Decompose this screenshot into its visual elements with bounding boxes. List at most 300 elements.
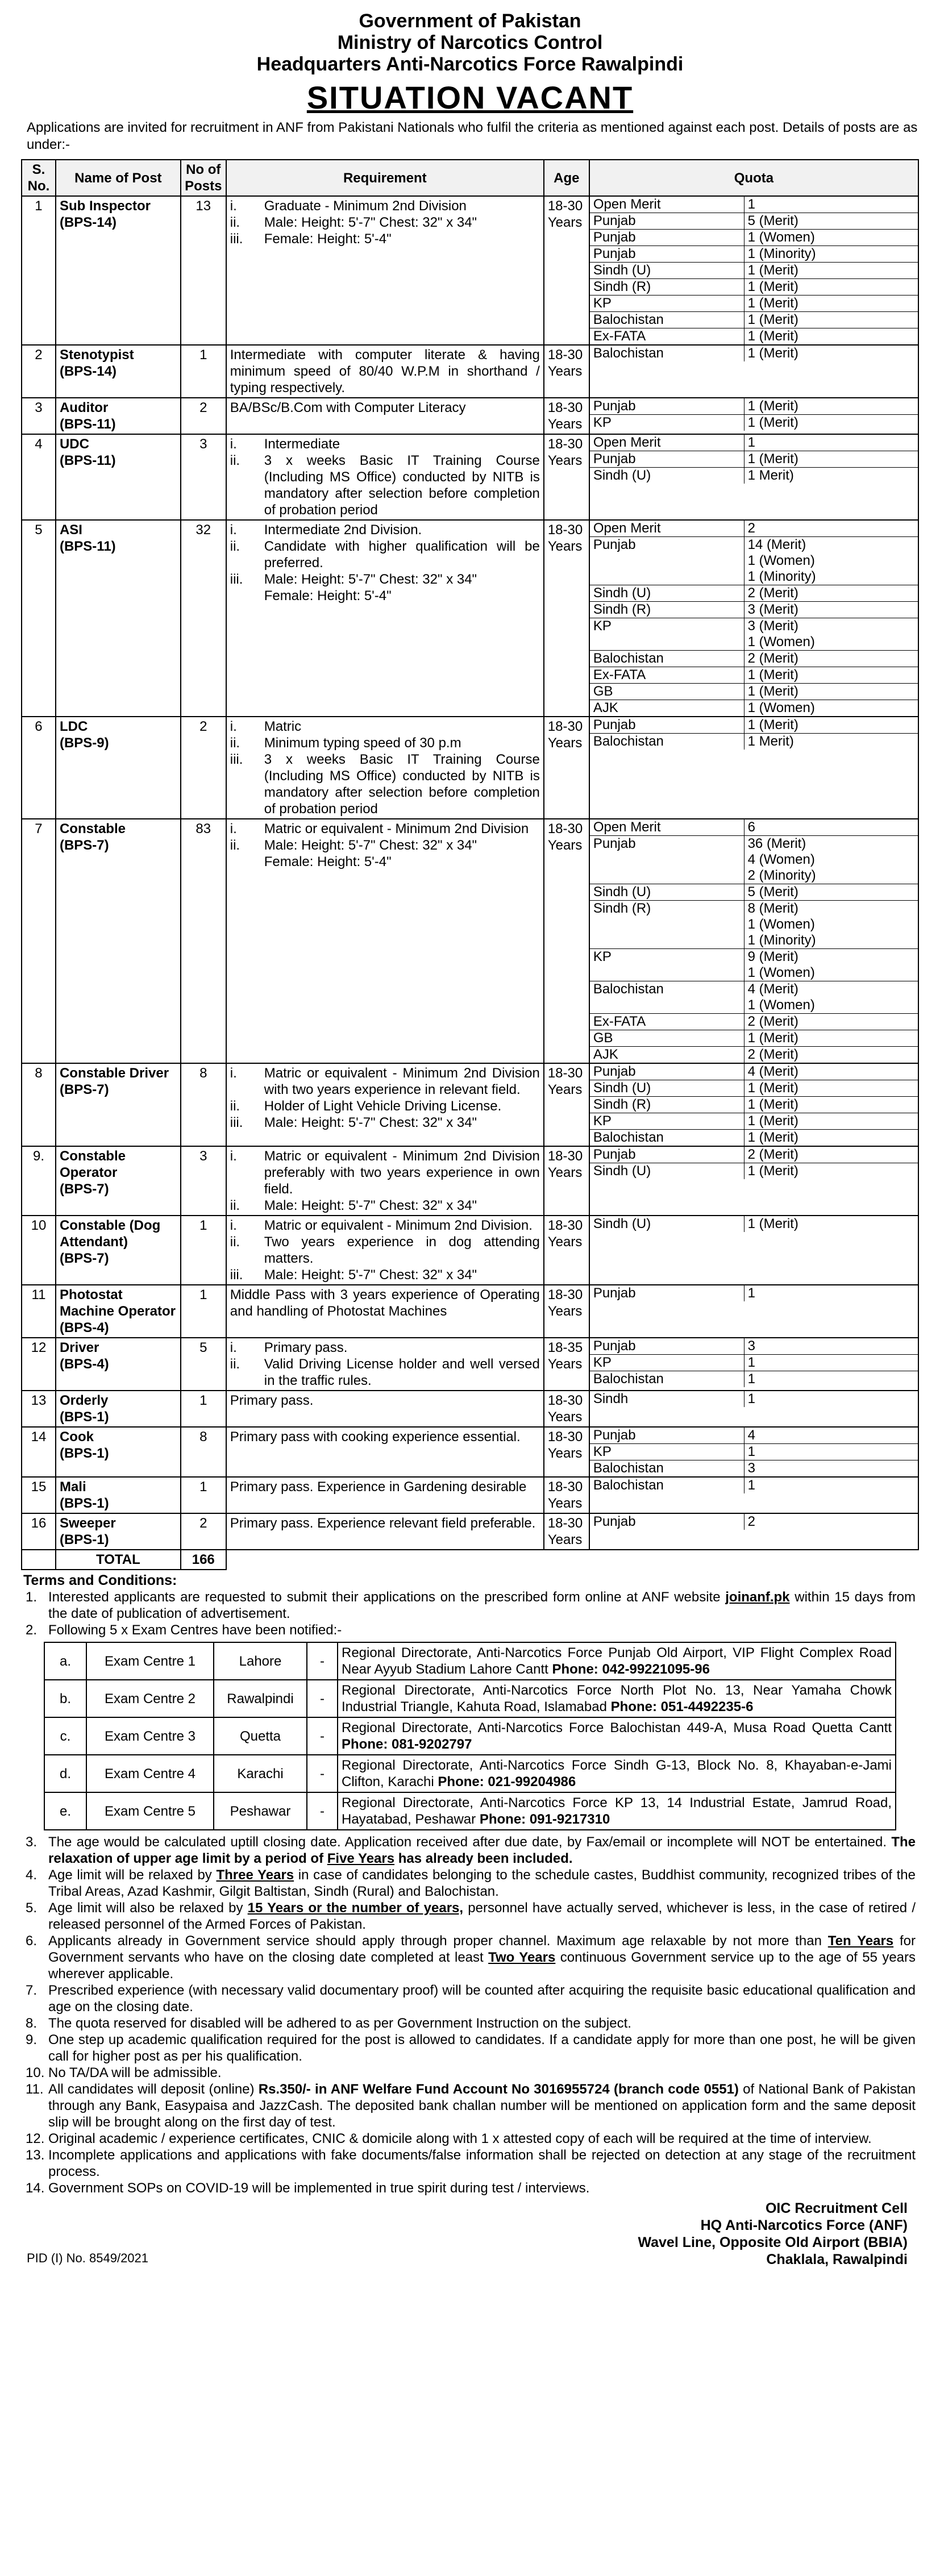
term-number: 6. bbox=[26, 1933, 38, 1949]
requirement-list bbox=[230, 1148, 540, 1214]
requirement-number: i. bbox=[230, 522, 237, 538]
quota-row bbox=[590, 537, 918, 585]
term-number: 2. bbox=[26, 1622, 38, 1638]
quota-row bbox=[590, 1444, 918, 1460]
requirement-number: ii. bbox=[230, 838, 240, 853]
quota-value: 1 bbox=[744, 1285, 918, 1301]
post-sno: 13 bbox=[22, 1391, 56, 1427]
requirement-item bbox=[230, 718, 540, 735]
post-name: Sweeper bbox=[59, 1516, 116, 1531]
post-sno: 14 bbox=[22, 1427, 56, 1477]
requirement-number: ii. bbox=[230, 1356, 240, 1372]
requirement-text: 3 x weeks Basic IT Training Course (Including MS Office) conducted by NITB is mandatory after selection before completion of probation period bbox=[264, 752, 540, 817]
quota-area: Open Merit bbox=[590, 819, 744, 836]
quota-row bbox=[590, 1338, 918, 1355]
centre-address: Regional Directorate, Anti-Narcotics Force Punjab Old Airport, VIP Flight Complex Road Near Ayyub Stadium Lahore Cantt bbox=[342, 1645, 892, 1677]
quota-table bbox=[590, 197, 918, 344]
post-age: 18-30 Years bbox=[544, 1063, 589, 1146]
term-number: 3. bbox=[26, 1834, 38, 1850]
quota-row bbox=[590, 1514, 918, 1530]
quota-row bbox=[590, 585, 918, 602]
post-name: Constable bbox=[59, 821, 126, 837]
post-bps: (BPS-11) bbox=[59, 417, 116, 432]
requirement-text: Intermediate bbox=[264, 436, 340, 452]
quota-table bbox=[590, 1478, 918, 1493]
term-10-text: No TA/DA will be admissible. bbox=[48, 2065, 222, 2080]
quota-area: KP bbox=[590, 949, 744, 981]
quota-value: 1 (Merit) bbox=[744, 667, 918, 684]
post-age: 18-30 Years bbox=[544, 1427, 589, 1477]
post-name-cell bbox=[56, 345, 181, 398]
quota-table bbox=[590, 1064, 918, 1146]
quota-area: Sindh (U) bbox=[590, 1080, 744, 1097]
quota-row bbox=[590, 1147, 918, 1163]
centre-name: Exam Centre 1 bbox=[86, 1642, 214, 1680]
requirement-text: Matric bbox=[264, 719, 302, 734]
post-bps: (BPS-1) bbox=[59, 1532, 109, 1547]
quota-value: 1 bbox=[744, 1371, 918, 1388]
quota-value: 1 (Merit) bbox=[744, 263, 918, 279]
post-count: 1 bbox=[181, 1216, 226, 1285]
quota-row bbox=[590, 468, 918, 484]
term-number: 12. bbox=[26, 2131, 45, 2146]
quota-table bbox=[590, 521, 918, 716]
quota-area: Ex-FATA bbox=[590, 1014, 744, 1030]
requirement-text: Primary pass. Experience relevant field preferable. bbox=[230, 1516, 536, 1531]
requirement-list bbox=[230, 522, 540, 604]
quota-table bbox=[590, 1514, 918, 1530]
quota-area: Punjab bbox=[590, 836, 744, 884]
centre-name: Exam Centre 3 bbox=[86, 1717, 214, 1755]
post-row bbox=[22, 1477, 918, 1513]
quota-row bbox=[590, 213, 918, 230]
term-6-ten-years: Ten Years bbox=[827, 1933, 894, 1949]
centre-city: Rawalpindi bbox=[214, 1680, 307, 1717]
centre-phone-label: Phone: bbox=[479, 1812, 526, 1827]
post-name: Mali bbox=[59, 1479, 86, 1495]
requirement-text: Two years experience in dog attending matters. bbox=[264, 1234, 540, 1266]
quota-row bbox=[590, 415, 918, 431]
centre-letter: c. bbox=[44, 1717, 86, 1755]
quota-area: Punjab bbox=[590, 398, 744, 415]
post-name: Photostat Machine Operator bbox=[59, 1287, 176, 1319]
centre-dash: - bbox=[307, 1717, 338, 1755]
post-age: 18-30 Years bbox=[544, 1513, 589, 1550]
requirement-item bbox=[230, 1114, 540, 1131]
signature-line-1: OIC Recruitment Cell bbox=[765, 2200, 908, 2216]
term-10 bbox=[26, 2065, 919, 2081]
term-1 bbox=[26, 1589, 919, 1622]
quota-value: 1 (Minority) bbox=[744, 246, 918, 263]
post-count: 83 bbox=[181, 819, 226, 1063]
centre-city: Lahore bbox=[214, 1642, 307, 1680]
quota-area: Sindh (U) bbox=[590, 585, 744, 602]
post-name: UDC bbox=[59, 436, 89, 452]
quota-area: Balochistan bbox=[590, 312, 744, 328]
quota-value: 2 bbox=[744, 1514, 918, 1530]
quota-area: Punjab bbox=[590, 1147, 744, 1163]
post-count: 8 bbox=[181, 1427, 226, 1477]
quota-value: 8 (Merit) 1 (Women) 1 (Minority) bbox=[744, 901, 918, 949]
requirement-item bbox=[230, 854, 540, 870]
requirement-text: Female: Height: 5'-4" bbox=[264, 231, 392, 247]
post-bps: (BPS-11) bbox=[59, 453, 116, 468]
requirement-number: ii. bbox=[230, 215, 240, 230]
term-6-a: Applicants already in Government service should apply through proper channel. Maximum age relaxable by not more than bbox=[48, 1933, 822, 1949]
post-age: 18-35 Years bbox=[544, 1338, 589, 1391]
quota-value: 1 (Merit) bbox=[744, 346, 918, 361]
requirement-item bbox=[230, 1339, 540, 1356]
post-name-cell bbox=[56, 1391, 181, 1427]
post-age: 18-30 Years bbox=[544, 819, 589, 1063]
requirement-text: Male: Height: 5'-7" Chest: 32" x 34" bbox=[264, 1198, 477, 1213]
post-name-cell bbox=[56, 1427, 181, 1477]
post-bps: (BPS-7) bbox=[59, 838, 109, 853]
post-quota-cell bbox=[589, 1427, 918, 1477]
signature-line-3: Wavel Line, Opposite Old Airport (BBIA) bbox=[638, 2234, 908, 2250]
requirement-number: iii. bbox=[230, 572, 243, 587]
post-sno: 16 bbox=[22, 1513, 56, 1550]
post-name: Constable (Dog Attendant) bbox=[59, 1218, 161, 1250]
post-name: Constable Driver bbox=[59, 1066, 169, 1081]
requirement-number: iii. bbox=[230, 231, 243, 247]
requirement-item bbox=[230, 452, 540, 518]
post-requirement bbox=[226, 1338, 544, 1391]
quota-value: 1 (Merit) bbox=[744, 451, 918, 468]
term-6-two-years: Two Years bbox=[488, 1950, 556, 1965]
post-count: 5 bbox=[181, 1338, 226, 1391]
centre-city: Peshawar bbox=[214, 1792, 307, 1830]
term-7 bbox=[26, 1982, 919, 2015]
requirement-number: i. bbox=[230, 821, 237, 837]
post-bps: (BPS-1) bbox=[59, 1446, 109, 1461]
quota-value: 1 (Merit) bbox=[744, 1216, 918, 1232]
quota-value: 1 (Merit) bbox=[744, 398, 918, 415]
post-requirement bbox=[226, 196, 544, 345]
requirement-item bbox=[230, 837, 540, 854]
post-requirement bbox=[226, 1063, 544, 1146]
requirement-text: Minimum typing speed of 30 p.m bbox=[264, 735, 461, 751]
post-age: 18-30 Years bbox=[544, 1146, 589, 1216]
post-requirement bbox=[226, 520, 544, 717]
quota-value: 1 (Merit) bbox=[744, 1163, 918, 1180]
quota-row bbox=[590, 1064, 918, 1080]
post-requirement bbox=[226, 434, 544, 520]
term-6-b: for Government servants who have on the closing date completed at least bbox=[48, 1933, 916, 1965]
quota-area: Sindh (U) bbox=[590, 468, 744, 484]
quota-row bbox=[590, 901, 918, 949]
quota-value: 4 (Merit) 1 (Women) bbox=[744, 981, 918, 1014]
exam-centre-row bbox=[44, 1755, 896, 1792]
requirement-item bbox=[230, 214, 540, 231]
post-sno: 9. bbox=[22, 1146, 56, 1216]
post-name: Auditor bbox=[59, 400, 109, 415]
post-sno: 5 bbox=[22, 520, 56, 717]
term-14 bbox=[26, 2180, 919, 2196]
quota-area: Balochistan bbox=[590, 1130, 744, 1146]
quota-value: 9 (Merit) 1 (Women) bbox=[744, 949, 918, 981]
term-number: 7. bbox=[26, 1983, 38, 1998]
quota-row bbox=[590, 328, 918, 345]
post-requirement bbox=[226, 1216, 544, 1285]
term-9 bbox=[26, 2032, 919, 2065]
requirement-item bbox=[230, 1356, 540, 1389]
requirement-item bbox=[230, 436, 540, 452]
requirement-item bbox=[230, 735, 540, 751]
post-requirement bbox=[226, 1513, 544, 1550]
signature-line-2: HQ Anti-Narcotics Force (ANF) bbox=[700, 2217, 908, 2233]
post-row bbox=[22, 1285, 918, 1338]
post-bps: (BPS-11) bbox=[59, 539, 116, 554]
centre-dash: - bbox=[307, 1792, 338, 1830]
quota-row bbox=[590, 602, 918, 618]
quota-value: 4 bbox=[744, 1428, 918, 1444]
quota-row bbox=[590, 1460, 918, 1477]
post-quota-cell bbox=[589, 1338, 918, 1391]
quota-value: 1 (Merit) bbox=[744, 328, 918, 345]
centre-phone: 042-99221095-96 bbox=[602, 1662, 710, 1677]
requirement-item bbox=[230, 522, 540, 538]
terms-list bbox=[21, 1589, 919, 2196]
quota-area: Sindh (R) bbox=[590, 1097, 744, 1113]
requirement-text: 3 x weeks Basic IT Training Course (Including MS Office) conducted by NITB is mandatory after selection before completion of probation period bbox=[264, 453, 540, 518]
centre-address: Regional Directorate, Anti-Narcotics Force KP 13, 14 Industrial Estate, Jamrud Road, Hayatabad, Peshawar bbox=[342, 1795, 892, 1827]
term-3 bbox=[26, 1834, 919, 1867]
quota-value: 1 bbox=[744, 1391, 918, 1407]
quota-value: 3 (Merit) bbox=[744, 602, 918, 618]
post-name-cell bbox=[56, 717, 181, 819]
post-name-cell bbox=[56, 1216, 181, 1285]
centre-address-cell bbox=[338, 1755, 896, 1792]
post-age: 18-30 Years bbox=[544, 520, 589, 717]
quota-area: Ex-FATA bbox=[590, 667, 744, 684]
post-count: 2 bbox=[181, 717, 226, 819]
post-name-cell bbox=[56, 1338, 181, 1391]
post-quota-cell bbox=[589, 1391, 918, 1427]
post-bps: (BPS-1) bbox=[59, 1409, 109, 1425]
total-value: 166 bbox=[181, 1550, 226, 1570]
requirement-text: Male: Height: 5'-7" Chest: 32" x 34" bbox=[264, 838, 477, 853]
quota-row bbox=[590, 1163, 918, 1180]
post-sno: 6 bbox=[22, 717, 56, 819]
requirement-number: ii. bbox=[230, 1098, 240, 1114]
post-sno: 10 bbox=[22, 1216, 56, 1285]
website-link[interactable]: joinanf.pk bbox=[725, 1589, 790, 1605]
post-sno: 12 bbox=[22, 1338, 56, 1391]
quota-table bbox=[590, 398, 918, 431]
signature-block bbox=[21, 2200, 919, 2268]
centre-address-cell bbox=[338, 1717, 896, 1755]
quota-row bbox=[590, 1113, 918, 1130]
quota-row bbox=[590, 1478, 918, 1493]
quota-value: 1 Merit) bbox=[744, 734, 918, 750]
requirement-number: ii. bbox=[230, 453, 240, 468]
quota-value: 1 (Merit) bbox=[744, 296, 918, 312]
col-requirement: Requirement bbox=[226, 160, 544, 196]
post-count: 1 bbox=[181, 345, 226, 398]
requirement-item bbox=[230, 1197, 540, 1214]
centre-phone-label: Phone: bbox=[610, 1699, 657, 1714]
col-sno: S. No. bbox=[22, 160, 56, 196]
quota-area: AJK bbox=[590, 700, 744, 717]
quota-area: Sindh (R) bbox=[590, 279, 744, 296]
quota-area: Sindh (U) bbox=[590, 884, 744, 901]
post-age: 18-30 Years bbox=[544, 398, 589, 434]
requirement-number: i. bbox=[230, 198, 237, 214]
post-name: Stenotypist bbox=[59, 347, 134, 363]
quota-row bbox=[590, 1285, 918, 1301]
term-number: 14. bbox=[26, 2180, 45, 2196]
post-name-cell bbox=[56, 398, 181, 434]
post-count: 13 bbox=[181, 196, 226, 345]
quota-value: 3 bbox=[744, 1460, 918, 1477]
post-row bbox=[22, 398, 918, 434]
term-1-text: Interested applicants are requested to submit their applications on the prescribed form online at ANF website bbox=[48, 1589, 721, 1605]
header-government: Government of Pakistan bbox=[359, 10, 581, 32]
term-3-five-years: Five Years bbox=[327, 1851, 395, 1866]
post-bps: (BPS-7) bbox=[59, 1082, 109, 1097]
posts-table bbox=[21, 159, 919, 1570]
centre-letter: b. bbox=[44, 1680, 86, 1717]
requirement-item bbox=[230, 571, 540, 588]
quota-row bbox=[590, 346, 918, 361]
post-name-cell bbox=[56, 819, 181, 1063]
post-age: 18-30 Years bbox=[544, 717, 589, 819]
quota-value: 1 bbox=[744, 435, 918, 451]
post-quota-cell bbox=[589, 196, 918, 345]
requirement-text: Middle Pass with 3 years experience of Operating and handling of Photostat Machines bbox=[230, 1287, 540, 1319]
quota-area: GB bbox=[590, 684, 744, 700]
quota-area: Ex-FATA bbox=[590, 328, 744, 345]
term-4 bbox=[26, 1867, 919, 1900]
quota-value: 3 bbox=[744, 1338, 918, 1355]
post-requirement bbox=[226, 1427, 544, 1477]
post-quota-cell bbox=[589, 1146, 918, 1216]
quota-row bbox=[590, 717, 918, 734]
post-quota-cell bbox=[589, 434, 918, 520]
term-number: 4. bbox=[26, 1867, 38, 1883]
col-post-name: Name of Post bbox=[56, 160, 181, 196]
term-11-bold: Rs.350/- in ANF Welfare Fund Account No 3016955724 (branch code 0551) bbox=[258, 2082, 739, 2097]
quota-row bbox=[590, 312, 918, 328]
post-count: 32 bbox=[181, 520, 226, 717]
term-2 bbox=[26, 1622, 919, 1638]
posts-table-header bbox=[22, 160, 918, 196]
term-1-rest: within 15 days from the date of publication of advertisement. bbox=[48, 1589, 916, 1621]
quota-area: Punjab bbox=[590, 213, 744, 230]
term-13 bbox=[26, 2147, 919, 2180]
quota-value: 2 (Merit) bbox=[744, 1014, 918, 1030]
quota-value: 2 (Merit) bbox=[744, 651, 918, 667]
requirement-text: Primary pass. Experience in Gardening desirable bbox=[230, 1479, 527, 1495]
quota-table bbox=[590, 346, 918, 361]
post-age: 18-30 Years bbox=[544, 434, 589, 520]
requirement-text: Candidate with higher qualification will be preferred. bbox=[264, 539, 540, 571]
requirement-number: i. bbox=[230, 719, 237, 734]
post-row bbox=[22, 1338, 918, 1391]
post-name-cell bbox=[56, 1477, 181, 1513]
quota-area: Punjab bbox=[590, 246, 744, 263]
quota-row bbox=[590, 197, 918, 213]
post-count: 3 bbox=[181, 434, 226, 520]
post-row bbox=[22, 1146, 918, 1216]
quota-area: Sindh (U) bbox=[590, 1163, 744, 1180]
post-row bbox=[22, 819, 918, 1063]
exam-centres-table bbox=[44, 1642, 896, 1830]
term-5-b: personnel have actually served, whichever is less, in the case of retired / released personnel of the Armed Forces of Pakistan. bbox=[48, 1900, 916, 1932]
post-requirement bbox=[226, 1477, 544, 1513]
advertisement-page bbox=[21, 0, 919, 2268]
quota-row bbox=[590, 949, 918, 981]
quota-row bbox=[590, 618, 918, 651]
quota-area: AJK bbox=[590, 1047, 744, 1063]
quota-value: 2 (Merit) bbox=[744, 585, 918, 602]
quota-row bbox=[590, 246, 918, 263]
quota-area: Balochistan bbox=[590, 981, 744, 1014]
post-sno: 8 bbox=[22, 1063, 56, 1146]
post-bps: (BPS-1) bbox=[59, 1496, 109, 1511]
quota-table bbox=[590, 1216, 918, 1232]
term-6-c: continuous Government service up to the age of 55 years wherever applicable. bbox=[48, 1950, 916, 1982]
post-row bbox=[22, 520, 918, 717]
centre-letter: d. bbox=[44, 1755, 86, 1792]
requirement-text: Primary pass with cooking experience essential. bbox=[230, 1429, 521, 1445]
post-row bbox=[22, 1216, 918, 1285]
quota-area: Sindh (R) bbox=[590, 901, 744, 949]
post-sno: 15 bbox=[22, 1477, 56, 1513]
requirement-list bbox=[230, 1217, 540, 1283]
centre-city: Karachi bbox=[214, 1755, 307, 1792]
quota-area: KP bbox=[590, 1113, 744, 1130]
term-4-three-years: Three Years bbox=[216, 1867, 294, 1883]
post-name-cell bbox=[56, 520, 181, 717]
post-sno: 1 bbox=[22, 196, 56, 345]
requirement-item bbox=[230, 231, 540, 247]
quota-value: 1 (Merit) bbox=[744, 1030, 918, 1047]
quota-area: Balochistan bbox=[590, 1478, 744, 1493]
quota-value: 5 (Merit) bbox=[744, 213, 918, 230]
term-number: 13. bbox=[26, 2148, 45, 2163]
col-quota: Quota bbox=[589, 160, 918, 196]
post-bps: (BPS-7) bbox=[59, 1181, 109, 1197]
post-sno: 4 bbox=[22, 434, 56, 520]
term-number: 5. bbox=[26, 1900, 38, 1916]
quota-value: 3 (Merit) 1 (Women) bbox=[744, 618, 918, 651]
centre-phone: 051-4492235-6 bbox=[660, 1699, 754, 1714]
quota-row bbox=[590, 1080, 918, 1097]
term-12-text: Original academic / experience certificates, CNIC & domicile along with 1 x attested copy of each will be required at the time of interview. bbox=[48, 2131, 872, 2146]
term-9-text: One step up academic qualification required for the post is allowed to candidates. If a candidate apply for more than one post, he will be given call for higher post as per his qualification. bbox=[48, 2032, 916, 2064]
quota-row bbox=[590, 684, 918, 700]
post-name: Sub Inspector bbox=[59, 198, 151, 214]
post-count: 3 bbox=[181, 1146, 226, 1216]
total-label: TOTAL bbox=[56, 1550, 181, 1570]
quota-value: 2 (Merit) bbox=[744, 1047, 918, 1063]
requirement-number: i. bbox=[230, 1148, 237, 1164]
post-quota-cell bbox=[589, 1513, 918, 1550]
post-count: 1 bbox=[181, 1391, 226, 1427]
requirement-text: Holder of Light Vehicle Driving License. bbox=[264, 1098, 502, 1114]
requirement-item bbox=[230, 751, 540, 817]
post-row bbox=[22, 345, 918, 398]
posts-table-body bbox=[22, 196, 918, 1550]
centre-phone: 091-9217310 bbox=[529, 1812, 610, 1827]
term-5-a: Age limit will also be relaxed by bbox=[48, 1900, 243, 1916]
quota-row bbox=[590, 1371, 918, 1388]
quota-row bbox=[590, 451, 918, 468]
requirement-list bbox=[230, 821, 540, 870]
quota-table bbox=[590, 1147, 918, 1179]
